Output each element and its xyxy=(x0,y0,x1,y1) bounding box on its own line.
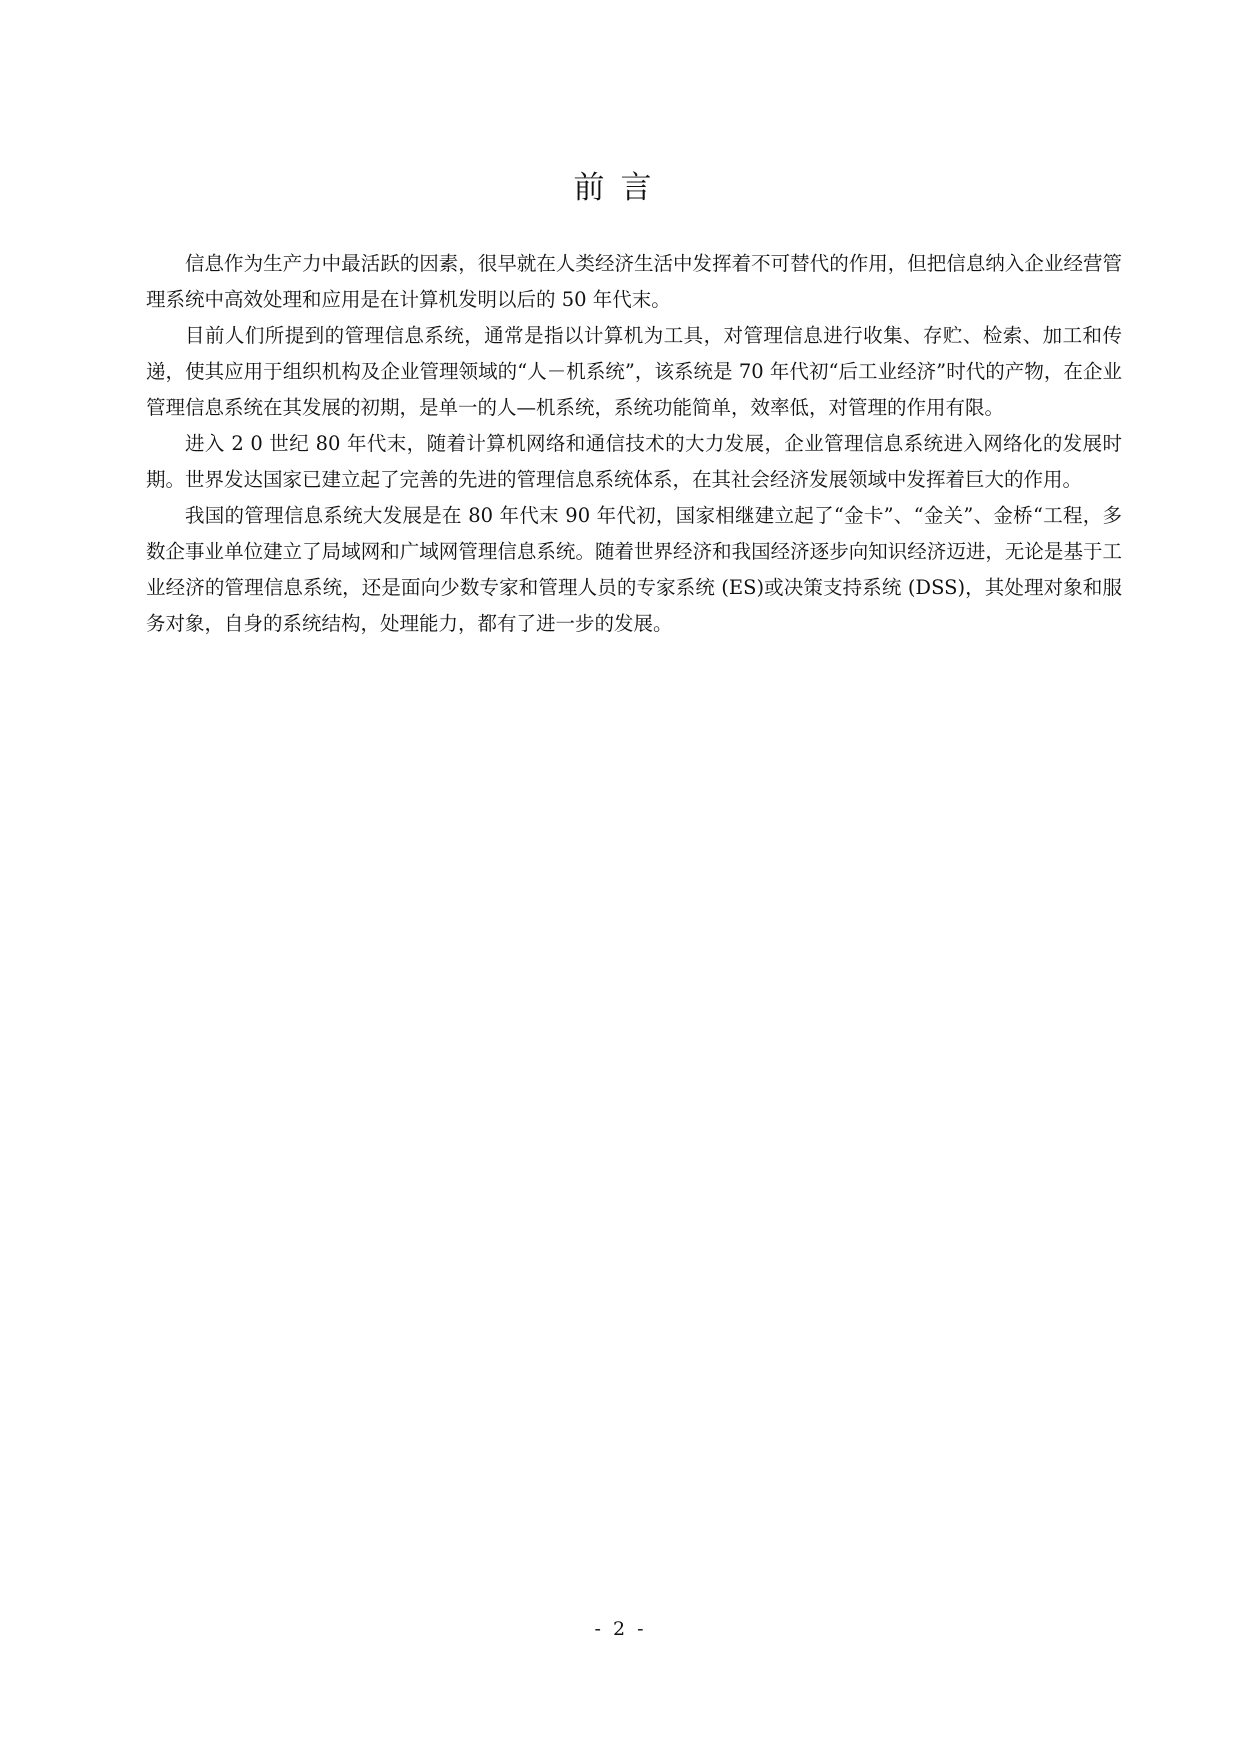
paragraph-2: 目前人们所提到的管理信息系统，通常是指以计算机为工具，对管理信息进行收集、存贮、检索、加工和传递，使其应用于组织机构及企业管理领域的“人－机系统”，该系统是 70 年代初“后工业经济”时代的产物，在企业管理信息系统在其发展的初期，是单一的人—机系统，系统功能简单，效率低，对管理的作用有限。 xyxy=(146,324,1122,419)
page-number: - 2 - xyxy=(594,1618,647,1640)
paragraph-4: 我国的管理信息系统大发展是在 80 年代末 90 年代初，国家相继建立起了“金卡”、“金关”、金桥“工程，多数企事业单位建立了局域网和广域网管理信息系统。随着世界经济和我国经济逐步向知识经济迈进，无论是基于工业经济的管理信息系统，还是面向少数专家和管理人员的专家系统 (ES)或决策支持系统 (DSS)，其处理对象和服务对象，自身的系统结构，处理能力，都有了进一步的发展。 xyxy=(146,504,1122,635)
paragraph-1: 信息作为生产力中最活跃的因素，很早就在人类经济生活中发挥着不可替代的作用，但把信息纳入企业经营管理系统中高效处理和应用是在计算机发明以后的 50 年代末。 xyxy=(146,252,1122,311)
paragraph-3: 进入 2 0 世纪 80 年代末，随着计算机网络和通信技术的大力发展，企业管理信息系统进入网络化的发展时期。世界发达国家已建立起了完善的先进的管理信息系统体系，在其社会经济发展领域中发挥着巨大的作用。 xyxy=(146,432,1122,491)
body-text xyxy=(146,246,1122,642)
page-title: 前言 xyxy=(573,170,668,206)
